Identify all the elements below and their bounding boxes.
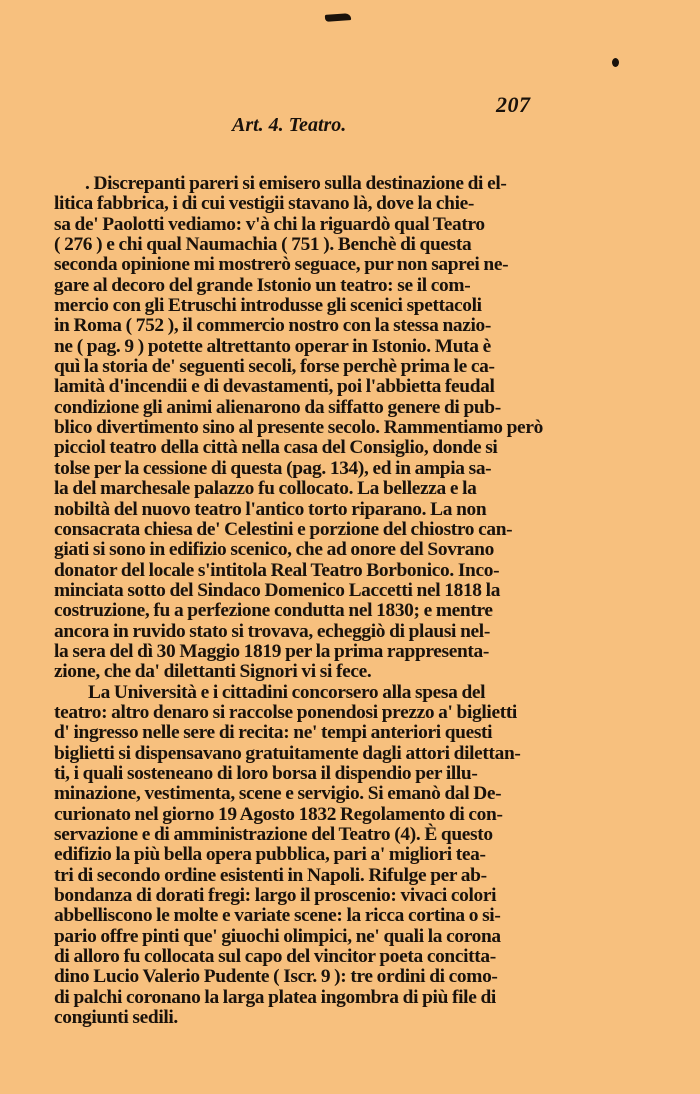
text-line: di palchi coronano la larga platea ingombra di più file di bbox=[54, 986, 496, 1008]
text-line: donator del locale s'intitola Real Teatro Borbonico. Inco- bbox=[54, 559, 500, 581]
text-line: ancora in ruvido stato si trovava, echeggiò di plausi nel- bbox=[54, 620, 490, 642]
text-line: sa de' Paolotti vediamo: v'à chi la riguardò qual Teatro bbox=[54, 213, 485, 235]
text-line: . Discrepanti pareri si emisero sulla destinazione di el- bbox=[85, 173, 507, 194]
text-line: ti, i quali sosteneano di loro borsa il dispendio per illu- bbox=[54, 762, 478, 784]
page-number: 207 bbox=[496, 92, 531, 117]
text-line: servazione e di amministrazione del Teatro (4). È questo bbox=[54, 824, 493, 845]
text-line: La Università e i cittadini concorsero alla spesa del bbox=[88, 681, 486, 703]
text-line: quì la storia de' seguenti secoli, forse perchè prima le ca- bbox=[54, 356, 495, 378]
text-line: giati si sono in edifizio scenico, che ad onore del Sovrano bbox=[54, 539, 494, 561]
text-line: congiunti sedili. bbox=[54, 1007, 178, 1029]
text-line: minazione, vestimenta, scene e servigio. Si emanò dal De- bbox=[54, 783, 502, 805]
text-line: zione, che da' dilettanti Signori vi si fece. bbox=[54, 661, 372, 683]
text-line: lamità d'incendii e di devastamenti, poi l'abbietta feudal bbox=[54, 376, 495, 398]
text-line: la sera del dì 30 Maggio 1819 per la prima rappresenta- bbox=[54, 640, 489, 662]
text-line: consacrata chiesa de' Celestini e porzione del chiostro can- bbox=[54, 518, 513, 540]
text-line: in Roma ( 752 ), il commercio nostro con la stessa nazio- bbox=[54, 315, 491, 337]
text-line: di alloro fu collocata sul capo del vincitor poeta concitta- bbox=[54, 946, 496, 968]
body-text bbox=[54, 174, 674, 1028]
text-line: teatro: altro denaro si raccolse ponendosi prezzo a' biglietti bbox=[54, 701, 517, 723]
text-line: curionato nel giorno 19 Agosto 1832 Regolamento di con- bbox=[54, 803, 503, 825]
text-line: abbelliscono le molte e variate scene: la ricca cortina o si- bbox=[54, 905, 501, 927]
text-line: costruzione, fu a perfezione condutta nel 1830; e mentre bbox=[54, 600, 493, 622]
ink-mark bbox=[325, 13, 351, 22]
running-title: Art. 4. Teatro. bbox=[232, 114, 347, 136]
text-line: mercio con gli Etruschi introdusse gli scenici spettacoli bbox=[54, 295, 482, 317]
text-line: picciol teatro della città nella casa del Consiglio, donde si bbox=[54, 437, 498, 459]
text-line: tri di secondo ordine esistenti in Napoli. Rifulge per ab- bbox=[54, 864, 487, 886]
text-line: tolse per la cessione di questa (pag. 134), ed in ampia sa- bbox=[54, 457, 492, 479]
text-line: minciata sotto del Sindaco Domenico Laccetti nel 1818 la bbox=[54, 579, 501, 601]
text-line: condizione gli animi alienarono da siffatto genere di pub- bbox=[54, 396, 501, 418]
text-line: edifizio la più bella opera pubblica, pari a' migliori tea- bbox=[54, 844, 486, 866]
ink-speck bbox=[612, 58, 619, 67]
text-line: nobiltà del nuovo teatro l'antico torto riparano. La non bbox=[54, 498, 487, 520]
text-line: ne ( pag. 9 ) potette altrettanto operar in Istonio. Muta è bbox=[54, 335, 491, 357]
text-line: seconda opinione mi mostrerò seguace, pur non saprei ne- bbox=[54, 254, 509, 276]
text-line: gare al decoro del grande Istonio un teatro: se il com- bbox=[54, 274, 471, 296]
text-line: pario offre pinti que' giuochi olimpici, ne' quali la corona bbox=[54, 925, 501, 947]
text-line: litica fabbrica, i di cui vestigii stavano là, dove la chie- bbox=[54, 193, 474, 215]
text-line: bondanza di dorati fregi: largo il proscenio: vivaci colori bbox=[54, 885, 497, 907]
text-line: blico divertimento sino al presente secolo. Rammentiamo però bbox=[54, 417, 543, 439]
text-line: d' ingresso nelle sere di recita: ne' tempi anteriori questi bbox=[54, 722, 493, 744]
text-line: dino Lucio Valerio Pudente ( Iscr. 9 ): tre ordini di como- bbox=[54, 966, 498, 988]
text-line: ( 276 ) e chi qual Naumachia ( 751 ). Benchè di questa bbox=[54, 234, 472, 256]
text-line: biglietti si dispensavano gratuitamente dagli attori dilettan- bbox=[54, 742, 521, 764]
text-line: la del marchesale palazzo fu collocato. La bellezza e la bbox=[54, 478, 477, 500]
